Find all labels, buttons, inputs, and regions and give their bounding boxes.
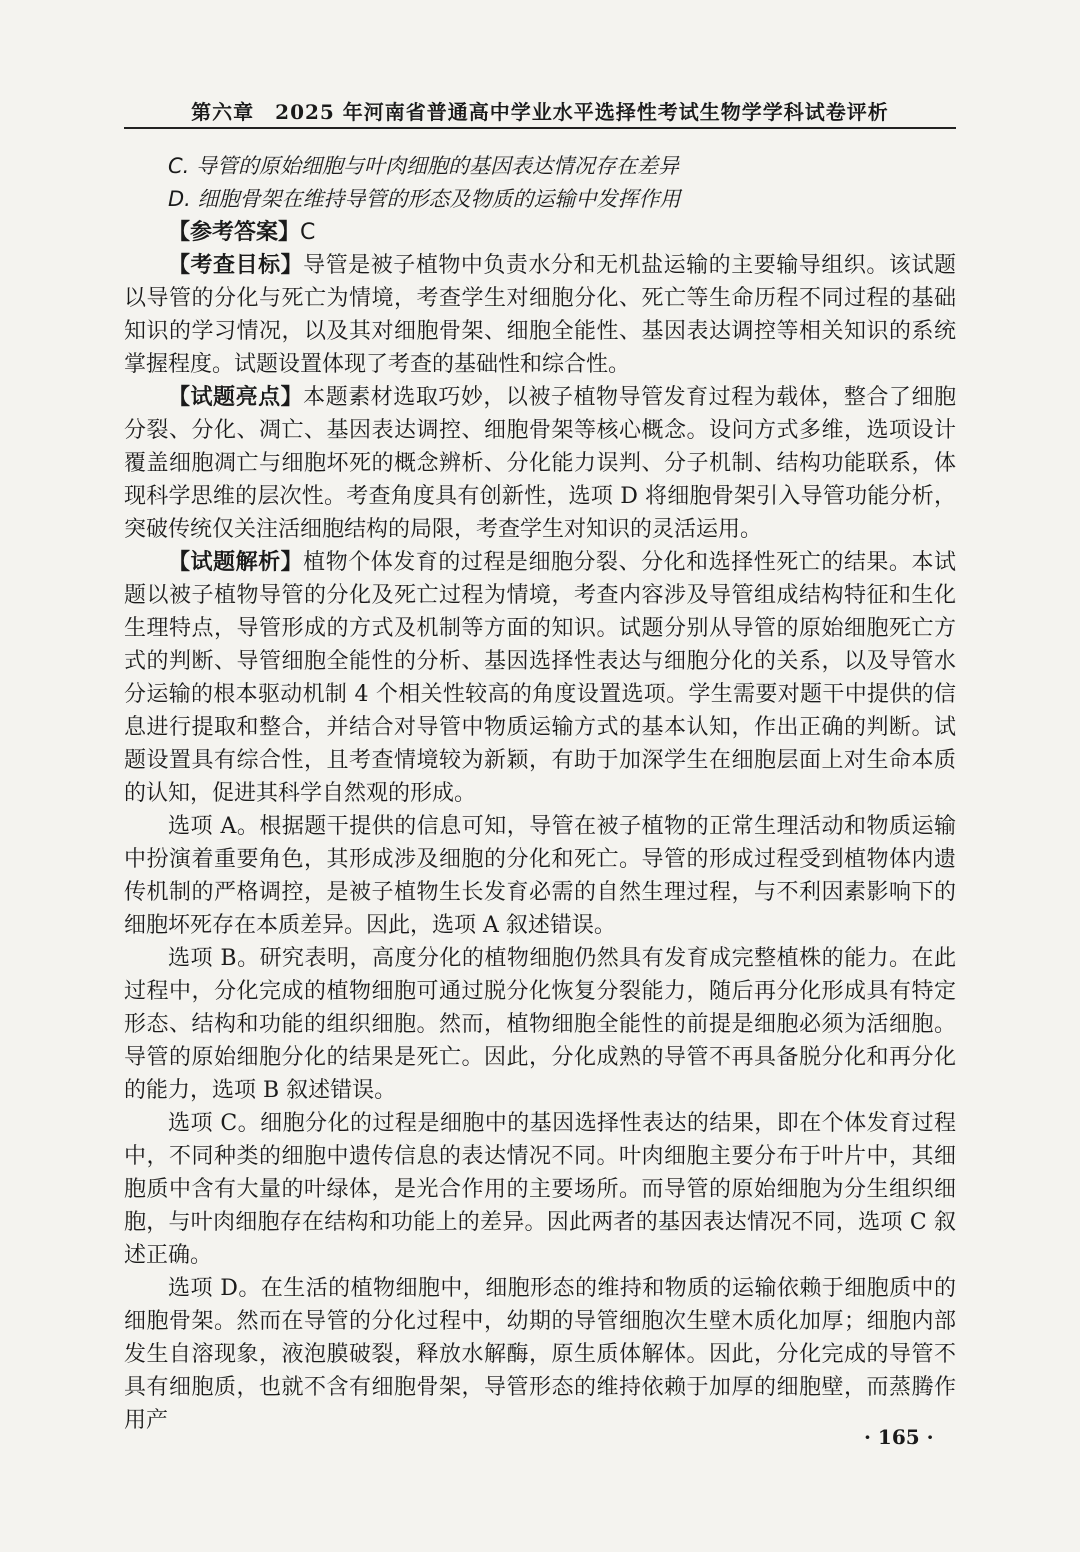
page-number: · 165 ·: [864, 1425, 934, 1449]
goal-text: 导管是被子植物中负责水分和无机盐运输的主要输导组织。该试题以导管的分化与死亡为情境，考查学生对细胞分化、死亡等生命历程不同过程的基础知识的学习情况，以及其对细胞骨架、细胞全能性、基因表达调控等相关知识的系统掌握程度。试题设置体现了考查的基础性和综合性。: [124, 253, 956, 377]
highlight-text: 本题素材选取巧妙，以被子植物导管发育过程为载体，整合了细胞分裂、分化、凋亡、基因表达调控、细胞骨架等核心概念。设问方式多维，选项设计覆盖细胞凋亡与细胞坏死的概念辨析、分化能力误判、分子机制、结构功能联系，体现科学思维的层次性。考查角度具有创新性，选项 D 将细胞骨架引入导管功能分析，突破传统仅关注活细胞结构的局限，考查学生对知识的灵活运用。: [124, 385, 956, 542]
page-content: [124, 150, 956, 1437]
paragraph-option-c: 选项 C。细胞分化的过程是细胞中的基因选择性表达的结果，即在个体发育过程中，不同种类的细胞中遗传信息的表达情况不同。叶肉细胞主要分布于叶片中，其细胞质中含有大量的叶绿体，是光合作用的主要场所。而导管的原始细胞为分生组织细胞，与叶肉细胞存在结构和功能上的差异。因此两者的基因表达情况不同，选项 C 叙述正确。: [124, 1111, 956, 1268]
section-analysis: [124, 546, 956, 810]
paragraph-option-d: 选项 D。在生活的植物细胞中，细胞形态的维持和物质的运输依赖于细胞质中的细胞骨架。然而在导管的分化过程中，幼期的导管细胞次生壁木质化加厚；细胞内部发生自溶现象，液泡膜破裂，释放水解酶，原生质体解体。因此，分化完成的导管不具有细胞质，也就不含有细胞骨架，导管形态的维持依赖于加厚的细胞壁，而蒸腾作用产: [124, 1276, 956, 1433]
option-c: C. 导管的原始细胞与叶肉细胞的基因表达情况存在差异: [168, 154, 680, 178]
analysis-label: 【试题解析】: [168, 550, 304, 575]
header-rule: [124, 127, 956, 129]
chapter-header: 第六章 2025 年河南省普通高中学业水平选择性考试生物学学科试卷评析: [191, 100, 889, 124]
goal-label: 【考查目标】: [168, 253, 304, 278]
section-highlight: [124, 381, 956, 546]
paragraph-option-a: 选项 A。根据题干提供的信息可知，导管在被子植物的正常生理活动和物质运输中扮演着重要角色，其形成涉及细胞的分化和死亡。导管的形成过程受到植物体内遗传机制的严格调控，是被子植物生长发育必需的自然生理过程，与不利因素影响下的细胞坏死存在本质差异。因此，选项 A 叙述错误。: [124, 814, 956, 938]
reference-answer: [124, 216, 956, 249]
analysis-text: 植物个体发育的过程是细胞分裂、分化和选择性死亡的结果。本试题以被子植物导管的分化及死亡过程为情境，考查内容涉及导管组成结构特征和生化生理特点，导管形成的方式及机制等方面的知识。试题分别从导管的原始细胞死亡方式的判断、导管细胞全能性的分析、基因选择性表达与细胞分化的关系，以及导管水分运输的根本驱动机制 4 个相关性较高的角度设置选项。学生需要对题干中提供的信息进行提取和整合，并结合对导管中物质运输方式的基本认知，作出正确的判断。试题设置具有综合性，且考查情境较为新颖，有助于加深学生在细胞层面上对生命本质的认知，促进其科学自然观的形成。: [124, 550, 956, 806]
option-d: D. 细胞骨架在维持导管的形态及物质的运输中发挥作用: [168, 187, 681, 211]
highlight-label: 【试题亮点】: [168, 385, 304, 410]
section-goal: [124, 249, 956, 381]
answer-value: C: [300, 220, 316, 245]
answer-label: 【参考答案】: [168, 220, 301, 245]
paragraph-option-b: 选项 B。研究表明，高度分化的植物细胞仍然具有发育成完整植株的能力。在此过程中，分化完成的植物细胞可通过脱分化恢复分裂能力，随后再分化形成具有特定形态、结构和功能的组织细胞。然而，植物细胞全能性的前提是细胞必须为活细胞。导管的原始细胞分化的结果是死亡。因此，分化成熟的导管不再具备脱分化和再分化的能力，选项 B 叙述错误。: [124, 946, 956, 1103]
